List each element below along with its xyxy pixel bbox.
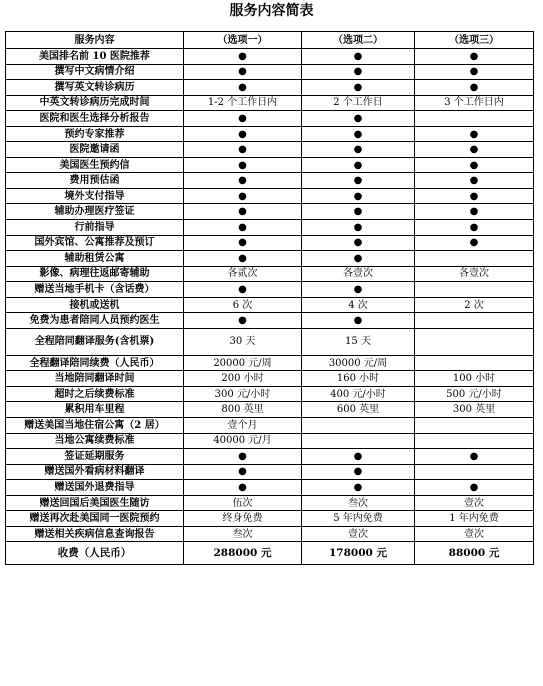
- row-label: 赠送回国后美国医生随访: [6, 495, 184, 511]
- row-label: 当地陪同翻译时间: [6, 371, 184, 387]
- option-2-cell: 160 小时: [302, 371, 415, 387]
- included-dot-icon: ●: [415, 204, 534, 220]
- option-3-cell: 壹次: [415, 526, 534, 542]
- option-3-cell: 3 个工作日内: [415, 95, 534, 111]
- option-2-cell: 叁次: [302, 495, 415, 511]
- fee-label: 收费（人民币）: [6, 542, 184, 565]
- option-1-cell: 200 小时: [184, 371, 302, 387]
- option-2-cell: [302, 418, 415, 434]
- included-dot-icon: ●: [302, 282, 415, 298]
- fee-option-3: 88000 元: [415, 542, 534, 565]
- row-label: 赠送当地手机卡（含话费）: [6, 282, 184, 298]
- option-3-cell: 1 年内免费: [415, 511, 534, 527]
- header-cell-option-3: （选项三）: [415, 32, 534, 49]
- option-3-cell: [415, 313, 534, 329]
- included-dot-icon: ●: [302, 235, 415, 251]
- included-dot-icon: ●: [302, 111, 415, 127]
- included-dot-icon: ●: [415, 220, 534, 236]
- row-label: 累积用车里程: [6, 402, 184, 418]
- row-label: 赠送再次赴美国同一医院预约: [6, 511, 184, 527]
- included-dot-icon: ●: [184, 64, 302, 80]
- option-1-cell: 20000 元/周: [184, 355, 302, 371]
- included-dot-icon: ●: [415, 126, 534, 142]
- option-3-cell: 100 小时: [415, 371, 534, 387]
- option-2-cell: 各壹次: [302, 266, 415, 282]
- option-1-cell: 终身免费: [184, 511, 302, 527]
- option-3-cell: 500 元/小时: [415, 386, 534, 402]
- included-dot-icon: ●: [302, 49, 415, 65]
- included-dot-icon: ●: [184, 142, 302, 158]
- table-row: [6, 526, 534, 542]
- fee-option-2: 178000 元: [302, 542, 415, 565]
- option-1-cell: 1-2 个工作日内: [184, 95, 302, 111]
- table-row: [6, 220, 534, 236]
- table-row: [6, 511, 534, 527]
- table-row: [6, 371, 534, 387]
- row-label: 全程翻译陪同续费（人民币）: [6, 355, 184, 371]
- table-row: [6, 95, 534, 111]
- table-row: [6, 157, 534, 173]
- table-row: [6, 328, 534, 355]
- option-2-cell: 30000 元/周: [302, 355, 415, 371]
- row-label: 医院和医生选择分析报告: [6, 111, 184, 127]
- table-row: [6, 188, 534, 204]
- included-dot-icon: ●: [302, 449, 415, 465]
- table-header-row: [6, 32, 534, 49]
- table-row: [6, 49, 534, 65]
- included-dot-icon: ●: [415, 49, 534, 65]
- row-label: 赠送国外看病材料翻译: [6, 464, 184, 480]
- row-label: 当地公寓续费标准: [6, 433, 184, 449]
- table-row: [6, 449, 534, 465]
- included-dot-icon: ●: [184, 111, 302, 127]
- included-dot-icon: ●: [184, 251, 302, 267]
- table-row: [6, 173, 534, 189]
- row-label: 费用预估函: [6, 173, 184, 189]
- option-3-cell: 2 次: [415, 297, 534, 313]
- option-2-cell: 壹次: [302, 526, 415, 542]
- service-table: [5, 31, 534, 565]
- included-dot-icon: ●: [302, 64, 415, 80]
- row-label: 预约专家推荐: [6, 126, 184, 142]
- included-dot-icon: ●: [184, 464, 302, 480]
- included-dot-icon: ●: [415, 142, 534, 158]
- included-dot-icon: ●: [184, 235, 302, 251]
- row-label: 赠送相关疾病信息查询报告: [6, 526, 184, 542]
- table-row: [6, 402, 534, 418]
- included-dot-icon: ●: [302, 204, 415, 220]
- option-3-cell: [415, 282, 534, 298]
- included-dot-icon: ●: [302, 173, 415, 189]
- row-label: 国外宾馆、公寓推荐及预订: [6, 235, 184, 251]
- included-dot-icon: ●: [302, 464, 415, 480]
- row-label: 赠送美国当地住宿公寓（2 居）: [6, 418, 184, 434]
- option-1-cell: 800 英里: [184, 402, 302, 418]
- option-1-cell: 壹个月: [184, 418, 302, 434]
- included-dot-icon: ●: [302, 188, 415, 204]
- option-2-cell: 2 个工作日: [302, 95, 415, 111]
- table-row: [6, 313, 534, 329]
- included-dot-icon: ●: [302, 142, 415, 158]
- included-dot-icon: ●: [415, 449, 534, 465]
- option-3-cell: [415, 111, 534, 127]
- included-dot-icon: ●: [184, 204, 302, 220]
- option-3-cell: [415, 464, 534, 480]
- row-label: 超时之后续费标准: [6, 386, 184, 402]
- included-dot-icon: ●: [415, 64, 534, 80]
- row-label: 赠送国外退费指导: [6, 480, 184, 496]
- option-3-cell: [415, 355, 534, 371]
- table-row: [6, 433, 534, 449]
- row-label: 辅助租赁公寓: [6, 251, 184, 267]
- option-2-cell: 15 天: [302, 328, 415, 355]
- row-label: 撰写中文病情介绍: [6, 64, 184, 80]
- option-2-cell: 600 英里: [302, 402, 415, 418]
- document-title: 服务内容简表: [229, 3, 314, 19]
- included-dot-icon: ●: [415, 480, 534, 496]
- row-label: 撰写英文转诊病历: [6, 80, 184, 96]
- option-2-cell: 400 元/小时: [302, 386, 415, 402]
- included-dot-icon: ●: [302, 251, 415, 267]
- table-row: [6, 495, 534, 511]
- included-dot-icon: ●: [302, 157, 415, 173]
- included-dot-icon: ●: [184, 480, 302, 496]
- included-dot-icon: ●: [184, 49, 302, 65]
- header-cell-service: 服务内容: [6, 32, 184, 49]
- included-dot-icon: ●: [184, 449, 302, 465]
- included-dot-icon: ●: [415, 80, 534, 96]
- table-row: [6, 251, 534, 267]
- option-1-cell: 300 元/小时: [184, 386, 302, 402]
- included-dot-icon: ●: [184, 220, 302, 236]
- table-row: [6, 266, 534, 282]
- table-row: [6, 235, 534, 251]
- table-row: [6, 204, 534, 220]
- option-2-cell: 5 年内免费: [302, 511, 415, 527]
- table-row: [6, 480, 534, 496]
- fee-row: [6, 542, 534, 565]
- row-label: 辅助办理医疗签证: [6, 204, 184, 220]
- table-row: [6, 297, 534, 313]
- option-3-cell: 各壹次: [415, 266, 534, 282]
- option-1-cell: 各贰次: [184, 266, 302, 282]
- table-row: [6, 386, 534, 402]
- table-row: [6, 355, 534, 371]
- row-label: 免费为患者陪同人员预约医生: [6, 313, 184, 329]
- table-row: [6, 80, 534, 96]
- option-3-cell: 300 英里: [415, 402, 534, 418]
- table-row: [6, 64, 534, 80]
- row-label: 影像、病理往返邮寄辅助: [6, 266, 184, 282]
- option-3-cell: [415, 328, 534, 355]
- option-1-cell: 叁次: [184, 526, 302, 542]
- row-label: 全程陪同翻译服务(含机票): [6, 328, 184, 355]
- row-label: 签证延期服务: [6, 449, 184, 465]
- row-label: 中英文转诊病历完成时间: [6, 95, 184, 111]
- included-dot-icon: ●: [184, 282, 302, 298]
- option-1-cell: 40000 元/月: [184, 433, 302, 449]
- table-row: [6, 111, 534, 127]
- option-1-cell: 30 天: [184, 328, 302, 355]
- row-label: 境外支付指导: [6, 188, 184, 204]
- included-dot-icon: ●: [302, 313, 415, 329]
- option-3-cell: [415, 418, 534, 434]
- included-dot-icon: ●: [302, 480, 415, 496]
- included-dot-icon: ●: [184, 157, 302, 173]
- option-1-cell: 伍次: [184, 495, 302, 511]
- table-row: [6, 418, 534, 434]
- included-dot-icon: ●: [415, 188, 534, 204]
- row-label: 接机或送机: [6, 297, 184, 313]
- option-3-cell: [415, 251, 534, 267]
- included-dot-icon: ●: [184, 188, 302, 204]
- table-row: [6, 142, 534, 158]
- header-cell-option-1: （选项一）: [184, 32, 302, 49]
- included-dot-icon: ●: [302, 126, 415, 142]
- row-label: 行前指导: [6, 220, 184, 236]
- table-row: [6, 464, 534, 480]
- option-3-cell: 壹次: [415, 495, 534, 511]
- option-2-cell: 4 次: [302, 297, 415, 313]
- option-2-cell: [302, 433, 415, 449]
- table-row: [6, 282, 534, 298]
- option-3-cell: [415, 433, 534, 449]
- included-dot-icon: ●: [302, 80, 415, 96]
- included-dot-icon: ●: [184, 126, 302, 142]
- row-label: 美国医生预约信: [6, 157, 184, 173]
- included-dot-icon: ●: [415, 173, 534, 189]
- row-label: 美国排名前 10 医院推荐: [6, 49, 184, 65]
- included-dot-icon: ●: [415, 157, 534, 173]
- included-dot-icon: ●: [184, 173, 302, 189]
- table-row: [6, 126, 534, 142]
- included-dot-icon: ●: [184, 80, 302, 96]
- row-label: 医院邀请函: [6, 142, 184, 158]
- header-cell-option-2: （选项二）: [302, 32, 415, 49]
- option-1-cell: 6 次: [184, 297, 302, 313]
- included-dot-icon: ●: [184, 313, 302, 329]
- fee-option-1: 288000 元: [184, 542, 302, 565]
- included-dot-icon: ●: [302, 220, 415, 236]
- included-dot-icon: ●: [415, 235, 534, 251]
